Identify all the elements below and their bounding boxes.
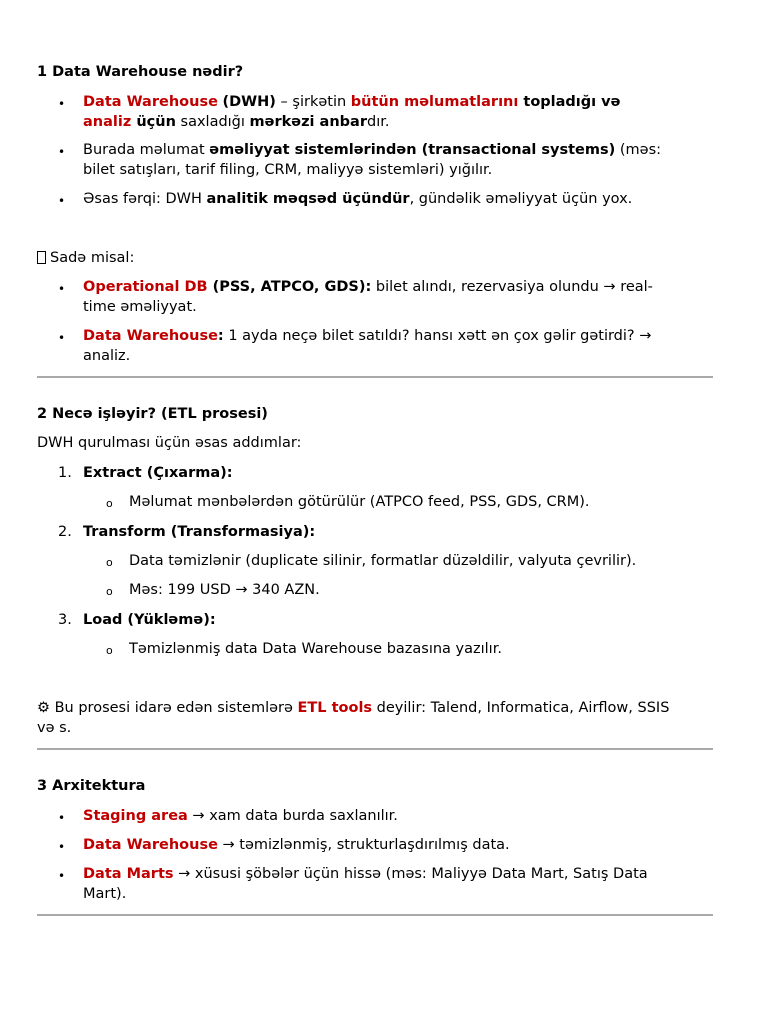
placeholder-glyph-icon [37,251,46,264]
text: Bu prosesi idarə edən sistemlərə [50,700,298,716]
text-bold: üçün [131,114,176,130]
term-data-warehouse: Data Warehouse [83,328,218,344]
text: → xüsusi şöbələr üçün hissə (məs: Maliyyə Data Mart, Satış Data [173,866,648,882]
sub-item: Təmizlənmiş data Data Warehouse bazasına yazılır. [129,641,502,657]
step-label: Load (Yükləmə): [83,612,216,628]
step-number: 1. [58,465,72,481]
text: Mart). [83,886,127,902]
sub-item: Data təmizlənir (duplicate silinir, formatlar düzəldilir, valyuta çevrilir). [129,553,637,569]
intro-text: DWH qurulması üçün əsas addımlar: [37,435,302,451]
step-number: 2. [58,524,72,540]
text: bilet alındı, rezervasiya olundu → real- [371,279,653,295]
section-2-title: 2 Necə işləyir? (ETL prosesi) [37,406,268,422]
bullet: • [58,811,66,825]
term-all-data: bütün məlumatlarını [350,94,519,110]
step-number: 3. [58,612,72,628]
text: → təmizlənmiş, strukturlaşdırılmış data. [217,837,510,853]
example-label [37,248,717,268]
bullet: • [58,145,66,159]
sub-item: Məs: 199 USD → 340 AZN. [129,582,320,598]
sub-bullet: o [106,644,113,657]
text: saxladığı [175,114,250,130]
term-data-warehouse: Data Warehouse [83,837,218,853]
text: 1 ayda neçə bilet satıldı? hansı xətt ən çox gəlir gətirdi? → [223,328,652,344]
term-data-warehouse: Data Warehouse [83,94,218,110]
text: (məs: [615,142,662,158]
text: – şirkətin [275,94,351,110]
term-operational-db: Operational DB [83,279,208,295]
bullet: • [58,840,66,854]
text: analiz. [83,348,131,364]
text-bold: əməliyyat sistemlərindən (transactional systems) [209,142,616,158]
text: və s. [37,720,72,736]
text: Əsas fərqi: DWH [83,191,207,207]
sub-bullet: o [106,585,113,598]
list-item [83,806,713,826]
list-item [83,189,713,209]
term-analiz: analiz [83,114,132,130]
sub-item: Məlumat mənbələrdən götürülür (ATPCO feed, PSS, GDS, CRM). [129,494,590,510]
text: time əməliyyat. [83,299,197,315]
text: , gündəlik əməliyyat üçün yox. [409,191,633,207]
sub-bullet: o [106,497,113,510]
etl-tools-note [37,698,717,738]
step-label: Extract (Çıxarma): [83,465,233,481]
text: deyilir: Talend, Informatica, Airflow, SSIS [372,700,670,716]
text-bold: analitik məqsəd üçündür [206,191,410,207]
text-bold: mərkəzi anbar [249,114,367,130]
bullet: • [58,282,66,296]
list-item [83,864,713,904]
text: Sadə misal: [50,250,135,266]
text: → xam data burda saxlanılır. [187,808,398,824]
step-label: Transform (Transformasiya): [83,524,316,540]
section-3-title: 3 Arxitektura [37,778,146,794]
bullet: • [58,97,66,111]
text: dır. [366,114,390,130]
list-item [83,326,713,366]
text-bold: : [217,328,224,344]
text-bold: topladığı və [518,94,621,110]
bullet: • [58,331,66,345]
list-item [83,277,713,317]
term-staging-area: Staging area [83,808,188,824]
divider [37,376,713,378]
bullet: • [58,869,66,883]
sub-bullet: o [106,556,113,569]
text: bilet satışları, tarif filing, CRM, maliyyə sistemləri) yığılır. [83,162,493,178]
list-item [83,835,713,855]
term-dwh: (DWH) [222,94,276,110]
gear-icon: ⚙ [37,700,50,716]
text-bold: (PSS, ATPCO, GDS): [207,279,372,295]
section-1-title: 1 Data Warehouse nədir? [37,64,244,80]
list-item [83,140,713,180]
divider [37,748,713,750]
divider [37,914,713,916]
bullet: • [58,194,66,208]
term-data-marts: Data Marts [83,866,174,882]
term-etl-tools: ETL tools [297,700,373,716]
list-item [83,92,713,132]
text: Burada məlumat [83,142,210,158]
